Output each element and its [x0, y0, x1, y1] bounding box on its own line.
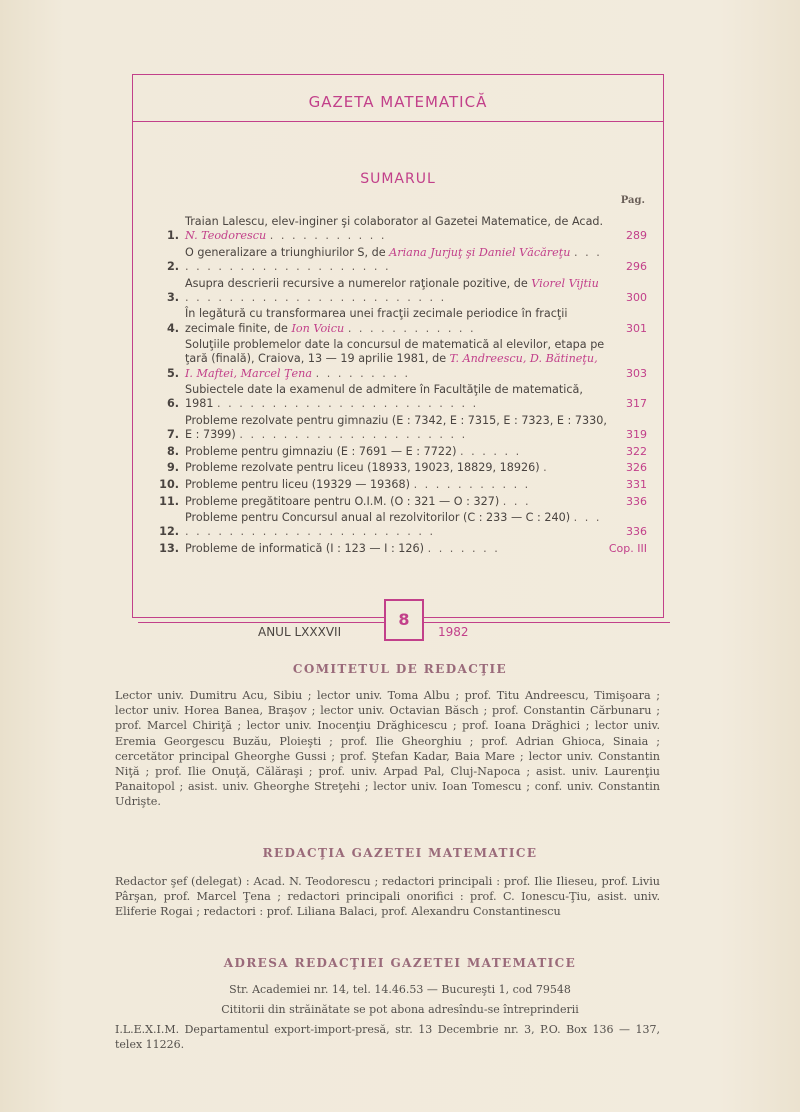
toc-item-number: 13.: [159, 541, 179, 555]
journal-title: GAZETA MATEMATICĂ: [308, 93, 488, 111]
toc-title: SUMARUL: [360, 171, 436, 187]
toc-item-number: 10.: [159, 477, 179, 491]
toc-item-page: 319: [626, 428, 647, 442]
toc-item: [157, 542, 647, 556]
toc-item-text: [185, 445, 607, 459]
toc-item-title: Probleme pentru gimnaziu (E : 7691 — E : 7722): [185, 444, 457, 458]
leader-dots: .: [543, 461, 549, 475]
toc-item-number: 5.: [166, 366, 179, 380]
leader-dots: . . . . . . . . . . . . . . . . . . . . . . . .: [185, 290, 447, 304]
toc-item: [157, 414, 647, 442]
issue-year: 1982: [438, 625, 469, 639]
toc-item: [157, 478, 647, 492]
issue-row: [138, 597, 670, 641]
toc-item: [157, 277, 647, 305]
issue-number-box: 8: [384, 599, 424, 641]
leader-dots: . . . . . . . . . . .: [413, 477, 531, 491]
toc-item: [157, 511, 647, 539]
contents-frame: [132, 74, 664, 618]
pag-label: Pag.: [620, 195, 645, 206]
toc-item-title: Subiectele date la examenul de admitere în Facultăţile de matematică, 1981: [185, 383, 583, 411]
toc-item-text: [185, 461, 607, 475]
toc-item-page: 331: [626, 477, 647, 491]
toc-item-title: Probleme pentru liceu (19329 — 19368): [185, 477, 410, 491]
toc-item-page: Cop. III: [608, 541, 647, 555]
toc-item-page: 336: [626, 494, 647, 508]
toc-item-text: [185, 215, 607, 243]
toc-item-number: 1.: [166, 229, 179, 243]
toc-item-text: [185, 307, 607, 335]
toc-item-title: Traian Lalescu, elev-inginer şi colaborator al Gazetei Matematice, de Acad.: [185, 215, 604, 228]
toc-item: [157, 246, 647, 274]
toc-item-number: 12.: [159, 525, 179, 539]
toc-item-author: N. Teodorescu: [185, 229, 267, 243]
toc-item-title: Probleme pregătitoare pentru O.I.M. (O : 321 — O : 327): [185, 494, 500, 508]
toc-item-number: 2.: [166, 260, 179, 273]
leader-dots: . . .: [502, 494, 531, 508]
toc-item-page: 300: [626, 290, 647, 304]
frame-divider: [133, 121, 663, 122]
toc-item-page: 289: [626, 229, 647, 243]
toc-item-text: [185, 511, 607, 539]
leader-dots: . . . . . . . . . . . . . . . . . . . . .: [239, 428, 468, 442]
leader-dots: . . . . . . . . . . . . . . . . . . . . . . . .: [217, 397, 479, 411]
toc-item: [157, 383, 647, 411]
toc-item-text: [185, 383, 607, 411]
toc-item-text: [185, 277, 607, 305]
toc-item-author: T. Andreescu, D. Bătineţu, I. Maftei, Marcel Ţena: [185, 352, 598, 380]
committee-heading: COMITETUL DE REDACŢIE: [292, 662, 508, 676]
toc-item-page: 317: [626, 397, 647, 411]
toc-item-author: Viorel Vijtiu: [531, 276, 599, 290]
address-line-1: Str. Academiei nr. 14, tel. 14.46.53 — Bucureşti 1, cod 79548: [229, 983, 571, 996]
toc-item-page: 301: [626, 321, 647, 335]
toc-item-number: 8.: [166, 444, 179, 458]
leader-dots: . . . . . .: [460, 444, 522, 458]
toc-item-title: Soluţiile problemelor date la concursul de matematică al elevilor, etapa pe ţară (finală), Craiova, 13 — 19 aprilie 1981, de: [185, 338, 605, 366]
toc-item: [157, 215, 647, 243]
toc-item-number: 4.: [166, 321, 179, 335]
leader-dots: . . . . . . . . . . . . . . . . . . . . . . . . . .: [185, 511, 602, 539]
toc-item-text: [185, 246, 607, 274]
address-line-2: Cititorii din străinătate se pot abona adresîndu-se întreprinderii: [221, 1003, 579, 1016]
toc-item-page: 296: [626, 260, 647, 273]
toc-item-text: [185, 478, 607, 492]
toc-item: [157, 495, 647, 509]
redaction-text: Redactor şef (delegat) : Acad. N. Teodorescu ; redactori principali : prof. Ilie Ilieseu, prof. Liviu Pârşan, prof. Marcel Ţena ; redactori principali onorifici : prof. C. Ionescu-Ţiu, asist. univ. Eliferie Rogai ; redactori : prof. Liliana Balaci, prof. Alexandru Constantinescu: [115, 875, 660, 919]
redaction-heading: REDACŢIA GAZETEI MATEMATICE: [262, 846, 538, 860]
toc-item-number: 3.: [166, 290, 179, 304]
toc-item-author: Ariana Jurjuţ şi Daniel Văcăreţu: [389, 245, 571, 259]
toc-item-title: În legătură cu transformarea unei fracţii zecimale periodice în fracţii zecimale finite, de: [185, 307, 568, 335]
toc-item: [157, 461, 647, 475]
leader-dots: . . . . . . .: [427, 541, 500, 555]
toc-item-number: 7.: [166, 428, 179, 442]
toc-item: [157, 445, 647, 459]
toc-item-number: 11.: [159, 494, 179, 508]
volume-label: ANUL LXXXVII: [258, 625, 342, 639]
toc-item-text: [185, 414, 607, 442]
address-line-3: I.L.E.X.I.M. Departamentul export-import-presă, str. 13 Decembrie nr. 3, P.O. Box 136 — 137, telex 11226.: [115, 1023, 660, 1052]
toc-item-number: 9.: [166, 461, 179, 475]
toc-item-number: 6.: [166, 397, 179, 411]
leader-dots: . . . . . . . . . . .: [269, 229, 387, 243]
toc-item-title: Probleme pentru Concursul anual al rezolvitorilor (C : 233 — C : 240): [185, 511, 571, 525]
toc-item: [157, 307, 647, 335]
toc-item-title: Asupra descrierii recursive a numerelor raţionale pozitive, de: [185, 276, 532, 290]
committee-text: Lector univ. Dumitru Acu, Sibiu ; lector univ. Toma Albu ; prof. Titu Andreescu, Timişoara ; lector univ. Horea Banea, Braşov ; lector univ. Octavian Băsch ; prof. Constantin Cărbunaru ; prof. Marcel Chiriţă ; lector univ. Inocenţiu Drăghicescu ; prof. Ioana Drăghici ; lector univ. Eremia Georgescu Buzău, Ploieşti ; prof. Ilie Gheorghiu ; prof. Adrian Ghioca, Sinaia ; cercetător principal Gheorghe Gussi ; prof. Ştefan Kadar, Baia Mare ; lector univ. Constantin Niţă ; prof. Ilie Onuţă, Călăraşi ; prof. univ. Arpad Pal, Cluj-Napoca ; asist. univ. Laurenţiu Panaitopol ; asist. univ. Gheorghe Streţehi ; lector univ. Ioan Tomescu ; conf. univ. Constantin Udrişte.: [115, 689, 660, 809]
address-heading: ADRESA REDACŢIEI GAZETEI MATEMATICE: [223, 956, 577, 970]
toc-item-page: 326: [626, 461, 647, 475]
toc-item-author: Ion Voicu: [291, 321, 345, 335]
leader-dots: . . . . . . . . . . . . . . . . . . . . . .: [185, 245, 602, 273]
toc-item-text: [185, 338, 607, 381]
toc-item-text: [185, 495, 607, 509]
toc-item: [157, 338, 647, 381]
toc-item-page: 322: [626, 444, 647, 458]
toc-item-page: 336: [626, 525, 647, 539]
toc-item-title: Probleme rezolvate pentru liceu (18933, 19023, 18829, 18926): [185, 461, 540, 475]
toc-item-text: [185, 542, 607, 556]
toc-item-title: Probleme de informatică (I : 123 — I : 126): [185, 541, 425, 555]
leader-dots: . . . . . . . . . . . .: [347, 321, 476, 335]
leader-dots: . . . . . . . . .: [315, 366, 411, 380]
table-of-contents: [157, 215, 647, 559]
toc-item-page: 303: [626, 366, 647, 380]
toc-item-title: Probleme rezolvate pentru gimnaziu (E : 7342, E : 7315, E : 7323, E : 7330, E : 7399): [185, 413, 607, 442]
toc-item-title: O generalizare a triunghiurilor S, de: [185, 245, 390, 259]
